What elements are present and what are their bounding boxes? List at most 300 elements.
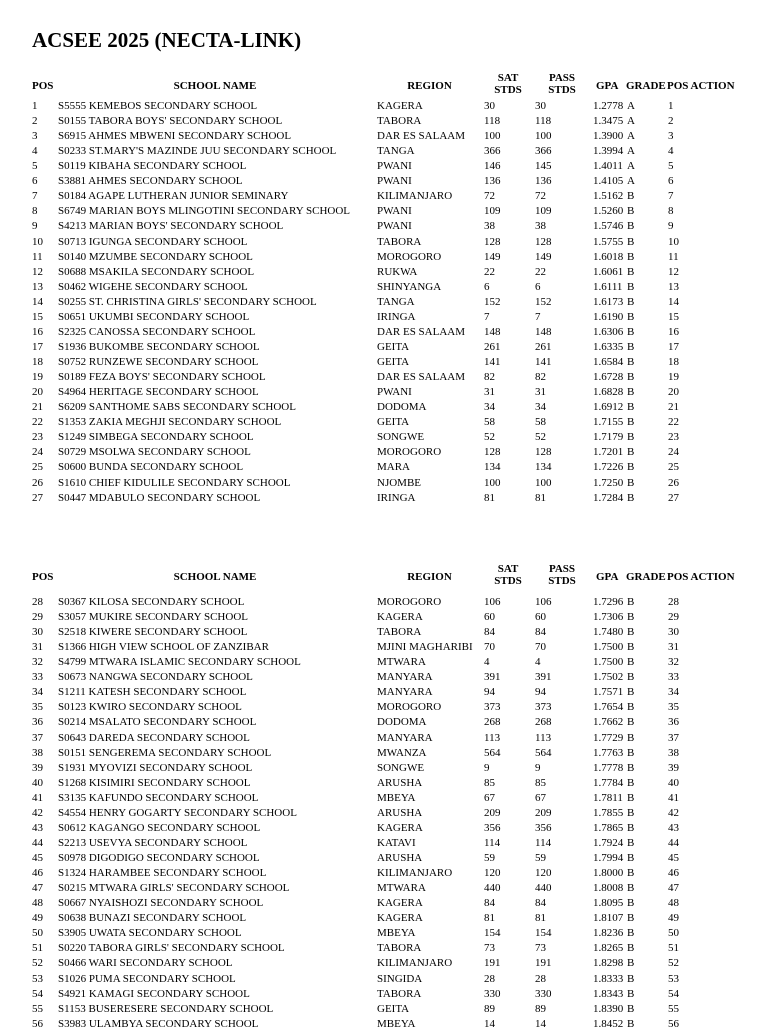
cell-gpa: 1.7994	[593, 852, 624, 865]
header-gpa: GPA	[596, 571, 619, 583]
cell-grade: B	[627, 431, 635, 444]
cell-school-name: S1353 ZAKIA MEGHJI SECONDARY SCHOOL	[58, 416, 282, 429]
cell-gpa: 1.7729	[593, 731, 624, 744]
cell-school-name: S0638 BUNAZI SECONDARY SCHOOL	[58, 912, 247, 925]
cell-pos-action: 8	[668, 205, 674, 218]
cell-gpa: 1.7480	[593, 626, 624, 639]
cell-pos: 29	[32, 611, 43, 624]
cell-pos: 55	[32, 1002, 43, 1015]
cell-pos: 51	[32, 942, 43, 955]
cell-pos: 4	[32, 145, 38, 158]
cell-gpa: 1.7763	[593, 746, 624, 759]
cell-pos-action: 9	[668, 220, 674, 233]
cell-pass-stds: 52	[535, 431, 546, 444]
cell-pass-stds: 136	[535, 175, 552, 188]
header-school-name: SCHOOL NAME	[173, 80, 257, 92]
table-row	[0, 746, 768, 761]
cell-region: GEITA	[377, 416, 410, 429]
cell-school-name: S1324 HARAMBEE SECONDARY SCHOOL	[58, 867, 267, 880]
cell-region: ARUSHA	[377, 852, 423, 865]
cell-pass-stds: 330	[535, 987, 552, 1000]
cell-gpa: 1.7571	[593, 686, 624, 699]
cell-gpa: 1.8008	[593, 882, 624, 895]
cell-pos-action: 43	[668, 821, 679, 834]
cell-pass-stds: 114	[535, 836, 552, 849]
cell-pass-stds: 106	[535, 596, 552, 608]
cell-grade: B	[627, 641, 635, 654]
table-row	[0, 655, 768, 670]
table-row	[0, 310, 768, 325]
cell-region: TABORA	[377, 115, 422, 128]
header-sat-stds	[484, 563, 532, 587]
table-row	[0, 325, 768, 340]
cell-pos: 28	[32, 596, 43, 608]
cell-region: MANYARA	[377, 731, 433, 744]
cell-pos-action: 45	[668, 852, 679, 865]
cell-school-name: S0140 MZUMBE SECONDARY SCHOOL	[58, 250, 253, 263]
table-row	[0, 926, 768, 941]
cell-gpa: 1.6190	[593, 310, 624, 323]
cell-sat-stds: 373	[484, 701, 501, 714]
cell-gpa: 1.8107	[593, 912, 624, 925]
cell-school-name: S6915 AHMES MBWENI SECONDARY SCHOOL	[58, 130, 292, 143]
cell-pos: 31	[32, 641, 43, 654]
cell-grade: B	[627, 927, 635, 940]
cell-sat-stds: 154	[484, 927, 501, 940]
cell-pos: 43	[32, 821, 43, 834]
cell-grade: A	[627, 100, 635, 112]
cell-school-name: S1268 KISIMIRI SECONDARY SCHOOL	[58, 776, 251, 789]
cell-grade: B	[627, 1002, 635, 1015]
cell-grade: A	[627, 130, 635, 143]
cell-region: PWANI	[377, 386, 412, 399]
cell-region: DODOMA	[377, 401, 427, 414]
cell-grade: B	[627, 912, 635, 925]
cell-sat-stds: 118	[484, 115, 501, 128]
cell-pass-stds: 100	[535, 130, 552, 143]
cell-sat-stds: 148	[484, 325, 501, 338]
cell-gpa: 1.7500	[593, 656, 624, 669]
cell-school-name: S0978 DIGODIGO SECONDARY SCHOOL	[58, 852, 260, 865]
cell-pos-action: 4	[668, 145, 674, 158]
cell-region: KAGERA	[377, 100, 423, 112]
table-row	[0, 836, 768, 851]
table-row	[0, 941, 768, 956]
table-row	[0, 881, 768, 896]
cell-gpa: 1.6173	[593, 295, 624, 308]
table-row	[0, 204, 768, 219]
cell-pos-action: 52	[668, 957, 679, 970]
cell-pos: 56	[32, 1017, 43, 1030]
cell-pos-action: 54	[668, 987, 679, 1000]
cell-pass-stds: 134	[535, 461, 552, 474]
cell-pass-stds: 440	[535, 882, 552, 895]
cell-grade: B	[627, 761, 635, 774]
cell-gpa: 1.6018	[593, 250, 624, 263]
cell-pos-action: 23	[668, 431, 679, 444]
cell-sat-stds: 34	[484, 401, 495, 414]
cell-region: DAR ES SALAAM	[377, 130, 466, 143]
cell-sat-stds: 82	[484, 371, 495, 384]
table-row	[0, 295, 768, 310]
cell-school-name: S4964 HERITAGE SECONDARY SCHOOL	[58, 386, 259, 399]
cell-pass-stds: 85	[535, 776, 546, 789]
cell-grade: B	[627, 671, 635, 684]
header-sat-stds-line: SAT	[497, 72, 519, 84]
cell-region: GEITA	[377, 1002, 410, 1015]
cell-school-name: S0123 KWIRO SECONDARY SCHOOL	[58, 701, 242, 714]
cell-region: TANGA	[377, 145, 415, 158]
cell-region: MOROGORO	[377, 250, 442, 263]
cell-pos-action: 22	[668, 416, 679, 429]
cell-region: DODOMA	[377, 716, 427, 729]
table-row	[0, 159, 768, 174]
cell-region: IRINGA	[377, 310, 416, 323]
table-row	[0, 370, 768, 385]
table-row	[0, 956, 768, 971]
table-row	[0, 670, 768, 685]
cell-pos: 35	[32, 701, 43, 714]
cell-gpa: 1.7654	[593, 701, 624, 714]
table-row	[0, 761, 768, 776]
cell-gpa: 1.7201	[593, 446, 624, 459]
cell-pass-stds: 154	[535, 927, 552, 940]
cell-pass-stds: 100	[535, 476, 552, 489]
cell-gpa: 1.8452	[593, 1017, 624, 1030]
cell-region: SINGIDA	[377, 972, 423, 985]
cell-sat-stds: 261	[484, 340, 501, 353]
cell-pos-action: 40	[668, 776, 679, 789]
header-pos-action: POS ACTION	[667, 80, 735, 92]
cell-pos-action: 37	[668, 731, 679, 744]
cell-pos: 9	[32, 220, 38, 233]
cell-sat-stds: 120	[484, 867, 501, 880]
cell-pass-stds: 81	[535, 912, 546, 925]
cell-pos-action: 10	[668, 235, 679, 248]
cell-grade: B	[627, 972, 635, 985]
cell-grade: B	[627, 686, 635, 699]
cell-pass-stds: 564	[535, 746, 552, 759]
cell-gpa: 1.4011	[593, 160, 623, 173]
cell-sat-stds: 330	[484, 987, 501, 1000]
cell-pos: 24	[32, 446, 43, 459]
cell-sat-stds: 366	[484, 145, 501, 158]
cell-pos-action: 18	[668, 356, 679, 369]
cell-gpa: 1.7179	[593, 431, 624, 444]
header-school-name: SCHOOL NAME	[173, 571, 257, 583]
table-row	[0, 476, 768, 491]
cell-school-name: S0462 WIGEHE SECONDARY SCHOOL	[58, 280, 248, 293]
cell-pass-stds: 59	[535, 852, 546, 865]
cell-pass-stds: 268	[535, 716, 552, 729]
cell-pos: 22	[32, 416, 43, 429]
table-row	[0, 821, 768, 836]
cell-pos-action: 3	[668, 130, 674, 143]
cell-school-name: S1153 BUSERESERE SECONDARY SCHOOL	[58, 1002, 274, 1015]
cell-sat-stds: 7	[484, 310, 490, 323]
cell-school-name: S1936 BUKOMBE SECONDARY SCHOOL	[58, 340, 260, 353]
cell-grade: B	[627, 656, 635, 669]
cell-region: MANYARA	[377, 671, 433, 684]
cell-grade: B	[627, 295, 635, 308]
cell-pos: 39	[32, 761, 43, 774]
cell-pos: 36	[32, 716, 43, 729]
cell-sat-stds: 4	[484, 656, 490, 669]
header-region: REGION	[407, 571, 452, 583]
cell-pos-action: 33	[668, 671, 679, 684]
table-row	[0, 1017, 768, 1032]
cell-pos-action: 2	[668, 115, 674, 128]
cell-pass-stds: 73	[535, 942, 546, 955]
table-row	[0, 430, 768, 445]
cell-school-name: S0155 TABORA BOYS' SECONDARY SCHOOL	[58, 115, 283, 128]
cell-pos: 49	[32, 912, 43, 925]
header-pass-stds	[538, 72, 586, 96]
cell-grade: B	[627, 310, 635, 323]
cell-gpa: 1.7250	[593, 476, 624, 489]
table-row	[0, 972, 768, 987]
table-row	[0, 400, 768, 415]
cell-school-name: S0215 MTWARA GIRLS' SECONDARY SCHOOL	[58, 882, 290, 895]
cell-pos-action: 11	[668, 250, 679, 263]
cell-grade: B	[627, 340, 635, 353]
cell-pos: 45	[32, 852, 43, 865]
table-row	[0, 340, 768, 355]
cell-pos: 37	[32, 731, 43, 744]
cell-school-name: S0673 NANGWA SECONDARY SCHOOL	[58, 671, 253, 684]
cell-pass-stds: 373	[535, 701, 552, 714]
cell-gpa: 1.7296	[593, 596, 624, 608]
cell-pass-stds: 22	[535, 265, 546, 278]
cell-sat-stds: 31	[484, 386, 495, 399]
cell-gpa: 1.3900	[593, 130, 624, 143]
cell-pass-stds: 356	[535, 821, 552, 834]
cell-region: MTWARA	[377, 656, 426, 669]
cell-region: SONGWE	[377, 761, 425, 774]
cell-school-name: S0189 FEZA BOYS' SECONDARY SCHOOL	[58, 371, 266, 384]
cell-pos: 30	[32, 626, 43, 639]
cell-gpa: 1.5746	[593, 220, 624, 233]
header-pass-stds-line: STDS	[548, 84, 576, 96]
cell-gpa: 1.7811	[593, 791, 623, 804]
cell-region: KILIMANJARO	[377, 957, 453, 970]
cell-pass-stds: 109	[535, 205, 552, 218]
cell-pos: 13	[32, 280, 43, 293]
cell-gpa: 1.5755	[593, 235, 624, 248]
cell-grade: B	[627, 791, 635, 804]
cell-gpa: 1.7865	[593, 821, 624, 834]
cell-gpa: 1.7226	[593, 461, 624, 474]
cell-pos-action: 38	[668, 746, 679, 759]
cell-pos-action: 6	[668, 175, 674, 188]
cell-pass-stds: 60	[535, 611, 546, 624]
cell-sat-stds: 52	[484, 431, 495, 444]
cell-school-name: S0367 KILOSA SECONDARY SCHOOL	[58, 596, 245, 608]
table-row	[0, 731, 768, 746]
cell-gpa: 1.7502	[593, 671, 624, 684]
table-row	[0, 700, 768, 715]
cell-region: KAGERA	[377, 912, 423, 925]
cell-pos: 40	[32, 776, 43, 789]
table-row	[0, 219, 768, 234]
cell-pos-action: 1	[668, 100, 674, 112]
cell-pos-action: 21	[668, 401, 679, 414]
cell-school-name: S3983 ULAMBYA SECONDARY SCHOOL	[58, 1017, 259, 1030]
cell-school-name: S0729 MSOLWA SECONDARY SCHOOL	[58, 446, 251, 459]
cell-sat-stds: 152	[484, 295, 501, 308]
cell-pos: 17	[32, 340, 43, 353]
cell-region: MOROGORO	[377, 446, 442, 459]
table-row	[0, 129, 768, 144]
cell-gpa: 1.6335	[593, 340, 624, 353]
cell-school-name: S1026 PUMA SECONDARY SCHOOL	[58, 972, 236, 985]
cell-pos-action: 14	[668, 295, 679, 308]
table-row	[0, 415, 768, 430]
cell-gpa: 1.6306	[593, 325, 624, 338]
cell-pass-stds: 128	[535, 446, 552, 459]
header-pass-stds-line: STDS	[548, 575, 576, 587]
cell-sat-stds: 6	[484, 280, 490, 293]
cell-pos-action: 16	[668, 325, 679, 338]
cell-pos: 7	[32, 190, 38, 203]
cell-grade: B	[627, 476, 635, 489]
cell-region: GEITA	[377, 356, 410, 369]
cell-pos: 14	[32, 295, 43, 308]
cell-pos: 53	[32, 972, 43, 985]
cell-grade: B	[627, 250, 635, 263]
cell-region: TABORA	[377, 235, 422, 248]
cell-school-name: S0447 MDABULO SECONDARY SCHOOL	[58, 491, 261, 504]
cell-sat-stds: 106	[484, 596, 501, 608]
cell-sat-stds: 81	[484, 912, 495, 925]
table-row	[0, 189, 768, 204]
cell-pos: 32	[32, 656, 43, 669]
cell-pos-action: 36	[668, 716, 679, 729]
header-pass-stds-line: PASS	[548, 72, 576, 84]
cell-grade: B	[627, 836, 635, 849]
table-row	[0, 866, 768, 881]
cell-pos-action: 42	[668, 806, 679, 819]
cell-pass-stds: 28	[535, 972, 546, 985]
cell-sat-stds: 81	[484, 491, 495, 504]
cell-grade: B	[627, 897, 635, 910]
cell-gpa: 1.8333	[593, 972, 624, 985]
table-row	[0, 460, 768, 475]
cell-pos-action: 26	[668, 476, 679, 489]
cell-region: NJOMBE	[377, 476, 422, 489]
cell-region: PWANI	[377, 220, 412, 233]
cell-gpa: 1.8298	[593, 957, 624, 970]
cell-grade: B	[627, 731, 635, 744]
cell-pass-stds: 84	[535, 897, 546, 910]
table-row	[0, 144, 768, 159]
cell-pos-action: 55	[668, 1002, 679, 1015]
cell-pos-action: 13	[668, 280, 679, 293]
cell-gpa: 1.7855	[593, 806, 624, 819]
cell-sat-stds: 391	[484, 671, 501, 684]
cell-pass-stds: 6	[535, 280, 541, 293]
cell-sat-stds: 59	[484, 852, 495, 865]
header-sat-stds-line: SAT	[497, 563, 519, 575]
header-sat-stds-line: STDS	[494, 575, 522, 587]
cell-grade: B	[627, 371, 635, 384]
cell-pos-action: 29	[668, 611, 679, 624]
header-pos-action: POS ACTION	[667, 571, 735, 583]
cell-school-name: S0184 AGAPE LUTHERAN JUNIOR SEMINARY	[58, 190, 289, 203]
cell-gpa: 1.6111	[593, 280, 623, 293]
cell-sat-stds: 440	[484, 882, 501, 895]
cell-pass-stds: 30	[535, 100, 546, 112]
cell-sat-stds: 356	[484, 821, 501, 834]
cell-region: MJINI MAGHARIBI	[377, 641, 473, 654]
cell-sat-stds: 128	[484, 235, 501, 248]
cell-school-name: S3135 KAFUNDO SECONDARY SCHOOL	[58, 791, 259, 804]
cell-sat-stds: 60	[484, 611, 495, 624]
cell-pos: 23	[32, 431, 43, 444]
cell-region: KATAVI	[377, 836, 416, 849]
cell-gpa: 1.5260	[593, 205, 624, 218]
header-gpa: GPA	[596, 80, 619, 92]
cell-pos: 11	[32, 250, 43, 263]
cell-gpa: 1.6061	[593, 265, 624, 278]
cell-region: PWANI	[377, 160, 412, 173]
cell-pos-action: 12	[668, 265, 679, 278]
cell-sat-stds: 84	[484, 626, 495, 639]
cell-sat-stds: 149	[484, 250, 501, 263]
cell-pos: 18	[32, 356, 43, 369]
cell-pos-action: 56	[668, 1017, 679, 1030]
cell-sat-stds: 268	[484, 716, 501, 729]
table-row	[0, 445, 768, 460]
cell-grade: B	[627, 325, 635, 338]
cell-pass-stds: 34	[535, 401, 546, 414]
table-row	[0, 851, 768, 866]
cell-pass-stds: 118	[535, 115, 552, 128]
cell-region: SHINYANGA	[377, 280, 442, 293]
table-row	[0, 491, 768, 506]
header-grade: GRADE	[626, 571, 666, 583]
table-row	[0, 896, 768, 911]
cell-grade: A	[627, 160, 635, 173]
cell-sat-stds: 30	[484, 100, 495, 112]
cell-pos-action: 15	[668, 310, 679, 323]
cell-pass-stds: 128	[535, 235, 552, 248]
cell-sat-stds: 9	[484, 761, 490, 774]
cell-pass-stds: 72	[535, 190, 546, 203]
cell-grade: B	[627, 987, 635, 1000]
cell-pos-action: 48	[668, 897, 679, 910]
table-row	[0, 640, 768, 655]
table-row	[0, 987, 768, 1002]
cell-sat-stds: 84	[484, 897, 495, 910]
cell-pos-action: 35	[668, 701, 679, 714]
cell-sat-stds: 191	[484, 957, 501, 970]
cell-pos: 21	[32, 401, 43, 414]
table-row	[0, 776, 768, 791]
cell-grade: A	[627, 115, 635, 128]
cell-grade: B	[627, 716, 635, 729]
cell-pos-action: 41	[668, 791, 679, 804]
cell-pass-stds: 4	[535, 656, 541, 669]
cell-pos: 20	[32, 386, 43, 399]
cell-pos-action: 31	[668, 641, 679, 654]
cell-pos: 6	[32, 175, 38, 188]
cell-school-name: S1249 SIMBEGA SECONDARY SCHOOL	[58, 431, 254, 444]
cell-region: TABORA	[377, 987, 422, 1000]
cell-school-name: S0688 MSAKILA SECONDARY SCHOOL	[58, 265, 255, 278]
cell-pass-stds: 94	[535, 686, 546, 699]
cell-sat-stds: 128	[484, 446, 501, 459]
